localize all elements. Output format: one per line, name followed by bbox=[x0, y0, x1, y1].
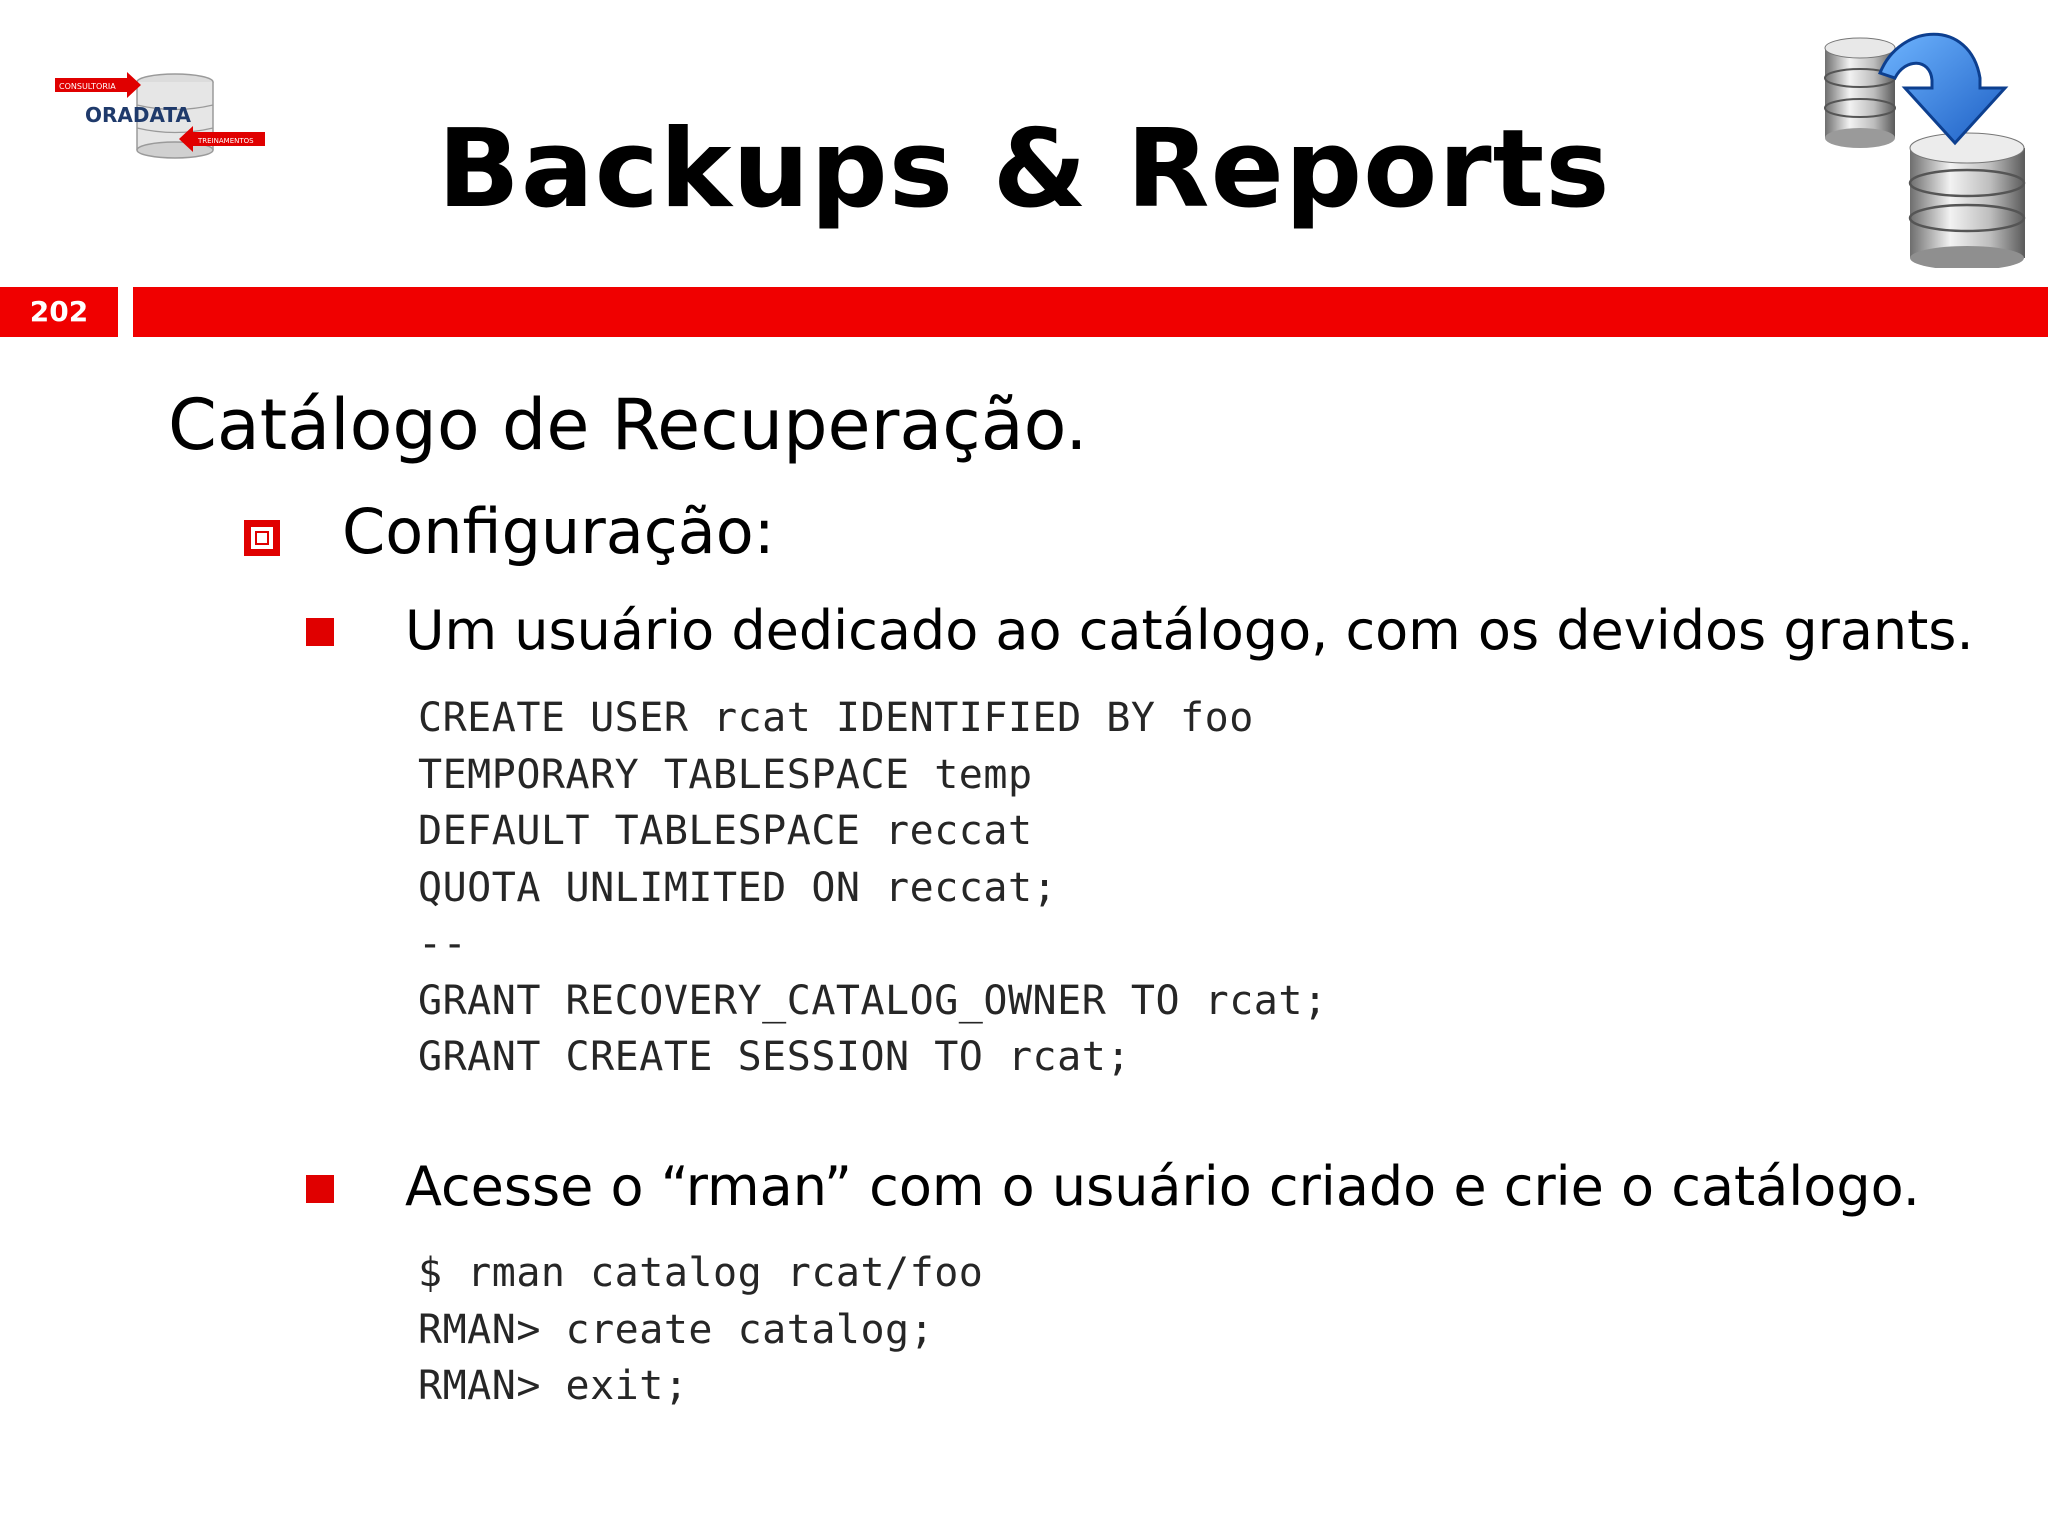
list-item: Acesse o “rman” com o usuário criado e crie o catálogo. bbox=[405, 1155, 1920, 1218]
slide-title: Backups & Reports bbox=[437, 107, 1611, 232]
square-bullet-icon bbox=[306, 1175, 334, 1203]
section-heading: Catálogo de Recuperação. bbox=[168, 384, 1088, 466]
blue-arrow-icon bbox=[1880, 34, 2005, 143]
logo-tag-top: CONSULTORIA bbox=[59, 82, 116, 91]
database-backup-icon bbox=[1820, 18, 2040, 268]
large-database-stack bbox=[1910, 133, 2025, 268]
subsection-heading: Configuração: bbox=[342, 495, 775, 568]
hollow-square-bullet-icon bbox=[244, 520, 280, 556]
slide-number: 202 bbox=[0, 287, 118, 337]
logo-brand: ORADATA bbox=[85, 103, 191, 127]
rman-code-block: $ rman catalog rcat/foo RMAN> create catalog; RMAN> exit; bbox=[418, 1250, 984, 1409]
small-database-stack bbox=[1825, 38, 1895, 148]
header-divider-bar bbox=[133, 287, 2048, 337]
list-item: Um usuário dedicado ao catálogo, com os devidos grants. bbox=[405, 599, 1974, 662]
logo-tag-bottom: TREINAMENTOS bbox=[198, 137, 254, 145]
square-bullet-icon bbox=[306, 618, 334, 646]
sql-code-block: CREATE USER rcat IDENTIFIED BY foo TEMPORARY TABLESPACE temp DEFAULT TABLESPACE reccat QUOTA UNLIMITED ON reccat; -- GRANT RECOVERY_CATALOG_OWNER TO rcat; GRANT CREATE SESSION TO rcat; bbox=[418, 695, 1328, 1080]
